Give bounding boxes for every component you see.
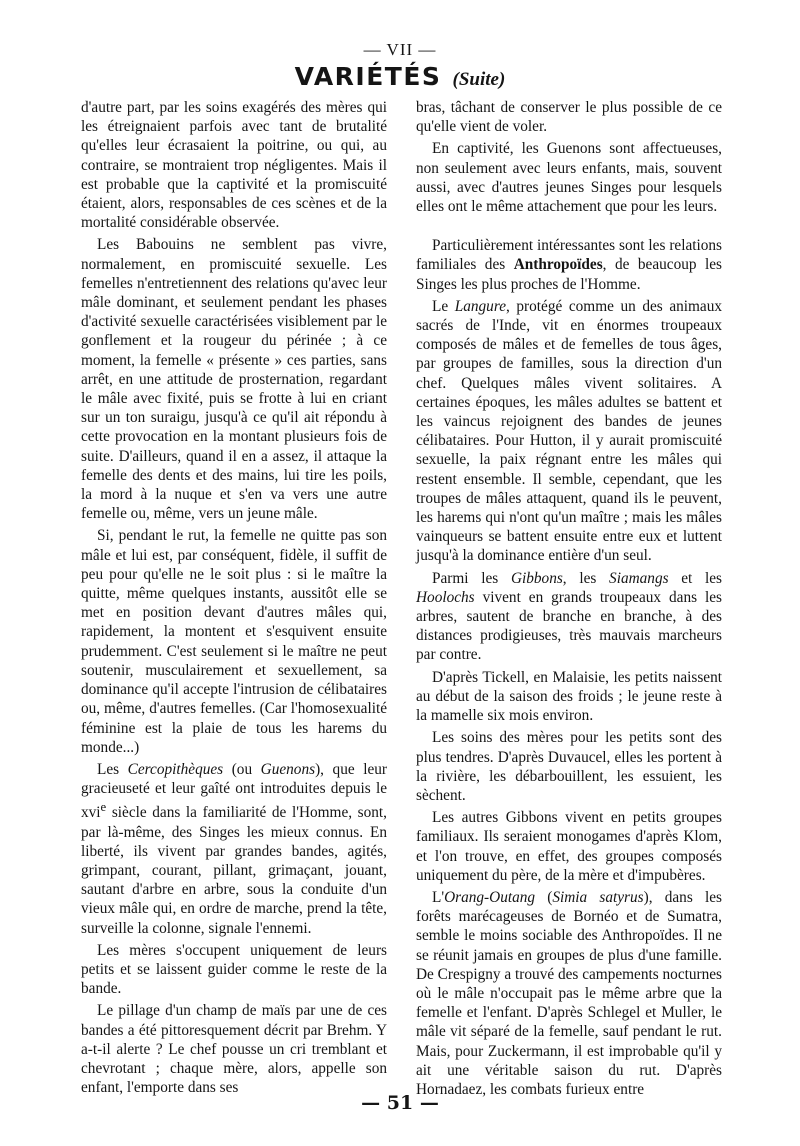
- page-number: — 51 —: [361, 1092, 439, 1114]
- paragraph: bras, tâchant de conserver le plus possible de ce qu'elle vient de voler.: [416, 99, 722, 136]
- article-title: VARIÉTÉS: [294, 62, 442, 91]
- paragraph: L'Orang-Outang (Simia satyrus), dans les forêts marécageuses de Bornéo et de Sumatra, semble le moins sociable des Anthropoïdes. Il ne se réunit jamais en groupes de plus d'une famille. De Crespigny a trouvé des campements nocturnes où le mâle n'occupait pas le même arbre que la femelle et l'enfant. D'après Schlegel et Muller, le mâle vit séparé de la femelle, sauf pendant le rut. Mais, pour Zuckermann, il est improbable qu'il y ait une véritable saison du rut. D'après Hornadaez, les combats furieux entre: [416, 888, 722, 1098]
- right-text-column: [416, 98, 722, 1099]
- paragraph: D'après Tickell, en Malaisie, les petits naissent au début de la saison des froids ; le jeune reste à la mamelle six mois environ.: [416, 668, 722, 725]
- paragraph: Si, pendant le rut, la femelle ne quitte pas son mâle et lui est, par conséquent, fidèle, il suffit de peu pour qu'elle ne le soit plus : si le maître la quitte, même quelques instants, aussitôt elle se met en position devant d'autres mâles qui, rapidement, la montent et s'esquivent ensuite prudemment. C'est seulement si le maître ne peut soutenir, musculairement et sexuellement, sa dominance qu'il accepte l'intrusion de célibataires ou, même, d'autres femelles. (Car l'homosexualité féminine est la plaie de tous les harems du monde...): [81, 527, 387, 756]
- paragraph: d'autre part, par les soins exagérés des mères qui les étreignaient parfois avec tant de brutalité qu'elles leur écrasaient la poitrine, ou qui, au contraire, se montraient trop négligentes. Mais il est probable que la captivité et la promiscuité étaient, alors, responsables de ces scènes et de la mortalité considérable observée.: [81, 99, 387, 232]
- paragraph: Les Cercopithèques (ou Guenons), que leur gracieuseté et leur gaîté ont introduites depuis le xvi$^e$ siècle dans la familiarité de l'Homme, sont, par là-même, des Singes les mieux connus. En liberté, ils vivent par grandes bandes, agités, grimpant, courant, pillant, grimaçant, jouant, sautant d'arbre en arbre, sous la conduite d'un vieux mâle qui, en ordre de marche, prend la tête, surveille la colonne, signale l'ennemi.: [81, 760, 387, 937]
- page-folio-roman: — VII —: [363, 40, 437, 59]
- article-heading: [0, 62, 800, 91]
- paragraph: Le pillage d'un champ de maïs par une de ces bandes a été pittoresquement décrit par Brehm. Y a-t-il alerte ? Le chef pousse un cri tremblant et chevrotant ; chaque mère, alors, appelle son enfant, l'emporte dans ses: [81, 1002, 387, 1097]
- paragraph: Particulièrement intéressantes sont les relations familiales des Anthropoïdes, de beaucoup les Singes les plus proches de l'Homme.: [416, 237, 722, 293]
- paragraph: Les soins des mères pour les petits sont des plus tendres. D'après Duvaucel, elles les portent à la rivière, les débarbouillent, les essuient, les sèchent.: [416, 729, 722, 804]
- paragraph: Parmi les Gibbons, les Siamangs et les Hoolochs vivent en grands troupeaux dans les arbres, sautent de branche en branche, à des distances prodigieuses, très mauvais marcheurs par contre.: [416, 569, 722, 664]
- article-subtitle: (Suite): [452, 69, 506, 90]
- left-text-column: [81, 98, 387, 1097]
- paragraph: Les autres Gibbons vivent en petits groupes familiaux. Ils seraient monogames d'après Klom, et l'on trouve, en effet, des groupes composés uniquement du père, de la mère et d'impubères.: [416, 809, 722, 884]
- paragraph: Le Langure, protégé comme un des animaux sacrés de l'Inde, vit en énormes troupeaux composés de mâles et de femelles de tous âges, par groupes de familles, sous la direction d'un chef. Quelques mâles vivent solitaires. A certaines époques, les mâles adultes se battent et les vaincus rejoignent des bandes de jeunes célibataires. Pour Hutton, il y aurait promiscuité sexuelle, la paix régnant entre les mâles qui restent ensemble. Il semble, cependant, que les troupes de mâles attaquent, quand ils le peuvent, les harems qui n'ont qu'un maître ; mais les mâles vainqueurs se battent ensuite entre eux et luttent jusqu'à la dominance entière d'un seul.: [416, 297, 722, 565]
- paragraph: En captivité, les Guenons sont affectueuses, non seulement avec leurs enfants, mais, souvent aussi, avec d'autres jeunes Singes pour lesquels elles ont le même attachement que pour les leurs.: [416, 140, 722, 216]
- paragraph: Les mères s'occupent uniquement de leurs petits et se laissent guider comme le reste de la bande.: [81, 941, 387, 998]
- paragraph: Les Babouins ne semblent pas vivre, normalement, en promiscuité sexuelle. Les femelles n'entretiennent des relations qu'avec leur mâle dominant, et seulement pendant les phases d'activité sexuelle caractérisées visiblement par le gonflement et la rougeur du périnée ; à ce moment, la femelle « présente » ces parties, sans arrêt, en une attitude de prosternation, regardant le mâle avec fixité, puis se frotte à lui en criant sur un ton suraigu, jusqu'à ce qu'il ait répondu à cette provocation en la montant plusieurs fois de suite. D'ailleurs, quand il en a assez, il attaque la femelle des dents et des mains, lui tire les poils, la mord à la nuque et s'en va vers une autre femelle ou, même, vers un jeune mâle.: [81, 236, 387, 523]
